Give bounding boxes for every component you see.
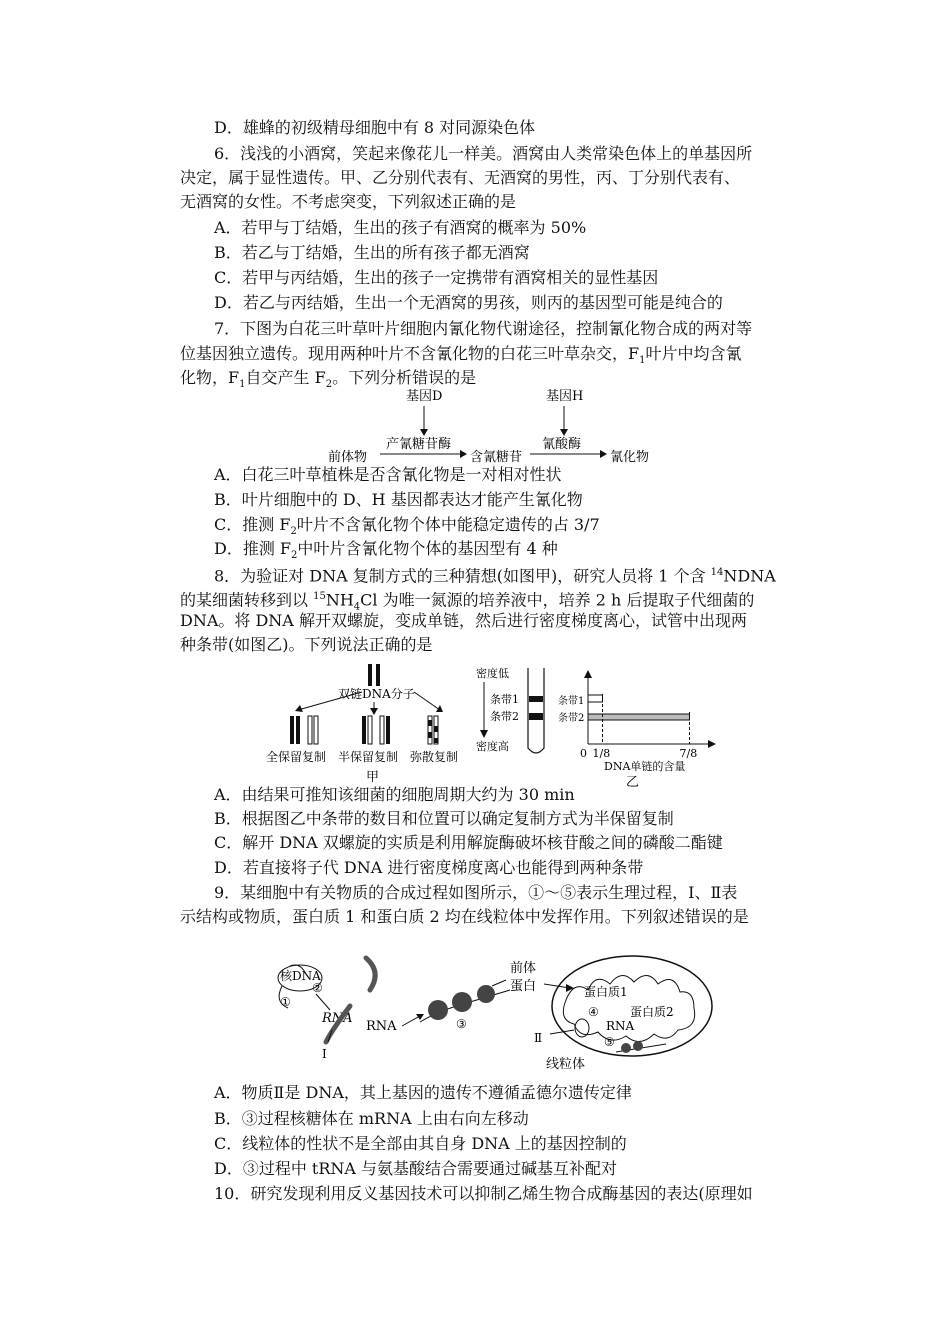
- structure-1-label: Ⅰ: [322, 1047, 327, 1061]
- chart-band2-label: 条带2: [558, 713, 585, 724]
- q9-option-b: B．③过程核糖体在 mRNA 上由右向左移动: [214, 1109, 529, 1128]
- tube-band2-label: 条带2: [490, 710, 519, 723]
- q6-option-c: C．若甲与丙结婚，生出的孩子一定携带有酒窝相关的显性基因: [214, 268, 659, 287]
- q8-stem-line3: DNA。将 DNA 解开双螺旋，变成单链，然后进行密度梯度离心，试管中出现两: [180, 611, 747, 630]
- q8-option-c: C．解开 DNA 双螺旋的实质是利用解旋酶破坏核苷酸之间的磷酸二酯键: [214, 833, 723, 852]
- process-2-label: ②: [312, 981, 323, 995]
- q10-stem-line1: 10．研究发现利用反义基因技术可以抑制乙烯生物合成酶基因的表达(原理如: [214, 1184, 753, 1203]
- q8-option-a: A．由结果可推知该细菌的细胞周期大约为 30 min: [214, 785, 575, 804]
- gene-d-label: 基因D: [406, 389, 443, 404]
- tick-1-8: 1/8: [592, 747, 611, 760]
- nuclear-dna-label: 核DNA: [280, 969, 321, 983]
- q7-option-c: C．推测 $F_2$叶片不含氰化物个体中能稳定遗传的占 3/7: [214, 515, 600, 538]
- q7-stem-line1: 7．下图为白花三叶草叶片细胞内氰化物代谢途径，控制氰化物合成的两对等: [214, 319, 753, 338]
- q9-stem-line2: 示结构或物质，蛋白质 1 和蛋白质 2 均在线粒体中发挥作用。下列叙述错误的是: [180, 907, 749, 926]
- q9-option-a: A．物质Ⅱ是 DNA，其上基因的遗传不遵循孟德尔遗传定律: [214, 1083, 632, 1102]
- q6-option-d: D．若乙与丙结婚，生出一个无酒窝的男孩，则丙的基因型可能是纯合的: [214, 293, 723, 312]
- q8-stem-line1: 8．为验证对 DNA 复制方式的三种猜想(如图甲)，研究人员将 1 个含 $^{14}$NDNA: [214, 566, 776, 586]
- q8-stem-line2: 的某细菌转移到以 $^{15}NH_4Cl$ 为唯一氮源的培养液中，培养 2 h 后提取子代细菌的: [180, 590, 755, 613]
- protein-synthesis-diagram: [270, 950, 718, 1074]
- q7-option-b: B．叶片细胞中的 D、H 基因都表达才能产生氰化物: [214, 490, 583, 509]
- conservative-label: 全保留复制: [266, 750, 327, 764]
- prev-option-d: D．雄蜂的初级精母细胞中有 8 对同源染色体: [214, 118, 536, 137]
- precursor-label: 前体物: [328, 450, 368, 465]
- q8-option-b: B．根据图乙中条带的数目和位置可以确定复制方式为半保留复制: [214, 809, 674, 828]
- gene-h-label: 基因H: [546, 389, 584, 404]
- q9-option-c: C．线粒体的性状不是全部由其自身 DNA 上的基因控制的: [214, 1134, 627, 1153]
- cyanide-label: 氰化物: [610, 450, 650, 465]
- dispersive-label: 弥散复制: [410, 750, 459, 764]
- q8-stem-line4: 种条带(如图乙)。下列说法正确的是: [180, 635, 433, 654]
- q6-stem-line2: 决定，属于显性遗传。甲、乙分别代表有、无酒窝的男性，丙、丁分别代表有、: [180, 168, 741, 187]
- chart-band1-label: 条带1: [558, 696, 585, 707]
- q7-option-d: D．推测 $F_2$中叶片含氰化物个体的基因型有 4 种: [214, 539, 558, 562]
- q9-option-d: D．③过程中 tRNA 与氨基酸结合需要通过碱基互补配对: [214, 1159, 618, 1178]
- q6-option-b: B．若乙与丁结婚，生出的所有孩子都无酒窝: [214, 243, 530, 262]
- band1-bar: [588, 695, 603, 702]
- tube-band1-label: 条带1: [490, 693, 519, 706]
- process-1-label: ①: [280, 995, 291, 1009]
- protein-2-label: 蛋白质2: [630, 1005, 674, 1019]
- glycoside-label: 含氰糖苷: [470, 450, 523, 465]
- protein-1-label: 蛋白质1: [584, 985, 628, 999]
- tube-band2: [529, 713, 543, 720]
- rna-label-1: RNA: [322, 1011, 353, 1026]
- enzyme-1-label: 产氰糖苷酶: [386, 437, 452, 452]
- precursor-protein-label-1: 前体: [510, 961, 537, 976]
- process-5-label: ⑤: [604, 1035, 615, 1049]
- double-strand-dna-label: 双链DNA分子: [338, 687, 415, 701]
- q9-stem-line1: 9．某细胞中有关物质的合成过程如图所示，①～⑤表示生理过程，Ⅰ、Ⅱ表: [214, 883, 738, 902]
- process-4-label: ④: [588, 1005, 599, 1019]
- cyanide-pathway-diagram: [324, 385, 664, 467]
- band2-bar: [588, 714, 690, 720]
- dna-single-strand-chart: [554, 664, 724, 788]
- q7-stem-line2: 位基因独立遗传。现用两种叶片不含氰化物的白花三叶草杂交，$F_1$叶片中均含氰: [180, 344, 742, 367]
- figure-b-caption: 乙: [626, 775, 640, 788]
- density-low-label: 密度低: [476, 667, 509, 680]
- q6-option-a: A．若甲与丁结婚，生出的孩子有酒窝的概率为 50%: [214, 218, 587, 237]
- mitochondrion-label: 线粒体: [546, 1057, 586, 1072]
- tick-7-8: 7/8: [679, 747, 698, 760]
- figure-a-caption: 甲: [366, 770, 380, 784]
- x-axis-label: DNA单链的含量: [604, 760, 686, 773]
- axis-zero: 0: [580, 747, 587, 760]
- structure-2-label: Ⅱ: [534, 1031, 543, 1045]
- q6-stem-line1: 6．浅浅的小酒窝，笑起来像花儿一样美。酒窝由人类常染色体上的单基因所: [214, 144, 753, 163]
- density-high-label: 密度高: [476, 740, 509, 753]
- q7-stem-line3: 化物，$F_1$自交产生 $F_2$。下列分析错误的是: [180, 368, 477, 391]
- q7-option-a: A．白花三叶草植株是否含氰化物是一对相对性状: [214, 465, 562, 484]
- tube-band1: [529, 696, 543, 702]
- rna-label-2: RNA: [366, 1019, 397, 1034]
- semiconservative-label: 半保留复制: [338, 750, 399, 764]
- q8-option-d: D．若直接将子代 DNA 进行密度梯度离心也能得到两种条带: [214, 858, 644, 877]
- q6-stem-line3: 无酒窝的女性。不考虑突变，下列叙述正确的是: [180, 192, 517, 211]
- precursor-protein-label-2: 蛋白: [510, 979, 537, 994]
- enzyme-2-label: 氰酸酶: [542, 437, 582, 452]
- dna-replication-models-figure: [262, 660, 474, 784]
- process-3-label: ③: [456, 1017, 467, 1031]
- rna-label-3: RNA: [606, 1019, 635, 1033]
